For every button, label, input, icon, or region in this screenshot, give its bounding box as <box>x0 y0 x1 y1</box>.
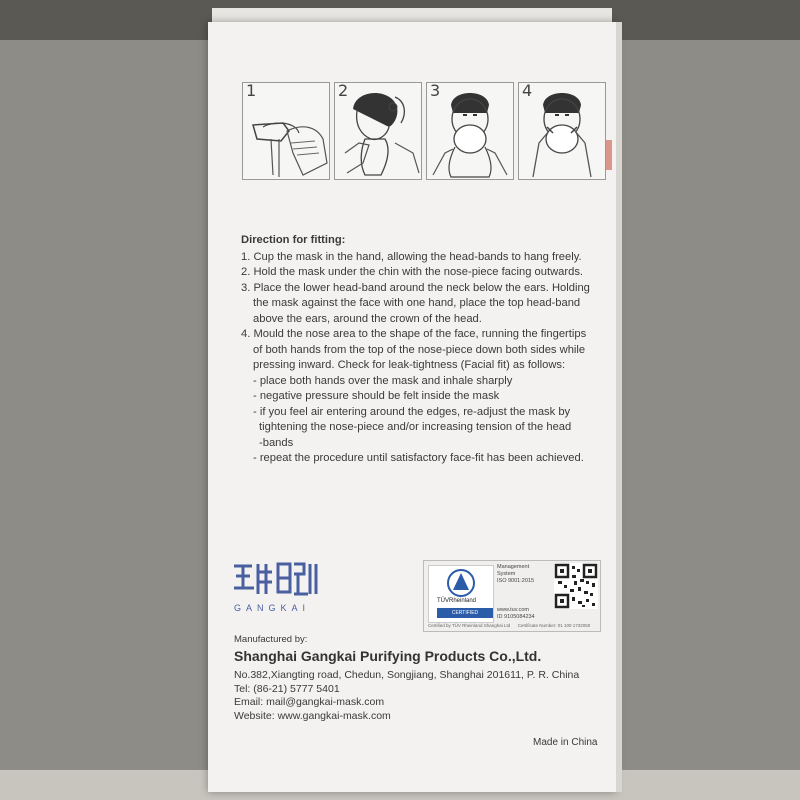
manufacturer-email: Email: mail@gangkai-mask.com <box>234 696 385 708</box>
fitting-step-4-panel <box>518 82 606 180</box>
hand-holding-mask-illustration <box>243 83 329 179</box>
manufacturer-tel: Tel: (86-21) 5777 5401 <box>234 682 340 695</box>
gangkai-wordmark: GANGKAI <box>234 603 311 613</box>
instruction-line: the mask against the face with one hand, place the top head-band <box>253 297 581 309</box>
step-number: 3 <box>430 82 441 100</box>
cert-site-line: ID 9105084234 <box>497 614 535 620</box>
instruction-line: above the ears, around the crown of the head. <box>253 312 482 325</box>
instruction-line: - repeat the procedure until satisfactory face-fit has been achieved. <box>253 452 584 464</box>
manufacturer-label: Manufactured by: <box>234 634 308 645</box>
instruction-line: of both hands from the top of the nose-piece down both sides while <box>253 343 586 356</box>
cert-footer-left: Certified by TÜV Rheinland Shanghai Ltd <box>428 623 511 628</box>
instruction-line: pressing inward. Check for leak-tightness (Facial fit) as follows: <box>253 359 566 371</box>
instruction-line: 2. Hold the mask under the chin with the nose-piece facing outwards. <box>241 266 584 278</box>
certification-info <box>497 564 535 621</box>
tuv-logo-panel <box>428 565 494 623</box>
cert-info-line: Management <box>497 564 530 570</box>
step-number: 1 <box>246 82 257 100</box>
manufacturer-company: Shanghai Gangkai Purifying Products Co.,Ltd. <box>234 647 542 664</box>
moulding-nose-piece-illustration <box>519 83 605 179</box>
cert-footer <box>428 623 590 628</box>
tuv-certification-box <box>423 560 601 632</box>
instruction-line: 3. Place the lower head-band around the neck below the ears. Holding <box>241 281 590 294</box>
instruction-line: tightening the nose-piece and/or increasing tension of the head <box>259 421 572 433</box>
manufacturer-website: Website: www.gangkai-mask.com <box>234 709 391 722</box>
instruction-line: - if you feel air entering around the edges, re-adjust the mask by <box>253 405 571 418</box>
certified-badge: CERTIFIED <box>437 608 493 618</box>
instructions-title: Direction for fitting: <box>241 234 346 246</box>
cert-site-line: www.tuv.com <box>497 607 529 613</box>
step-number: 4 <box>522 82 533 100</box>
instruction-line: - place both hands over the mask and inhale sharply <box>253 374 513 387</box>
cert-info-line: ISO 9001:2015 <box>497 578 535 584</box>
fitting-step-3-panel <box>426 82 514 180</box>
qr-code-icon <box>554 563 598 609</box>
cert-footer-right: Certificate Number: 01 100 1732050 <box>517 623 591 628</box>
instruction-line: -bands <box>259 436 294 449</box>
fitting-step-1-panel <box>242 82 330 180</box>
box-side-edge <box>616 22 622 792</box>
fitting-instructions <box>241 233 611 467</box>
placing-headbands-illustration <box>427 83 513 179</box>
manufacturer-address: No.382,Xiangting road, Chedun, Songjiang, Shanghai 201611, P. R. China <box>234 669 580 681</box>
fitting-diagram <box>242 82 603 182</box>
country-of-origin: Made in China <box>533 737 598 748</box>
instruction-line: 4. Mould the nose area to the shape of the face, running the fingertips <box>241 328 587 340</box>
mask-under-chin-illustration <box>335 83 421 179</box>
instruction-line: 1. Cup the mask in the hand, allowing the head-bands to hang freely. <box>241 250 582 263</box>
instruction-line: - negative pressure should be felt inside the mask <box>253 390 500 402</box>
gangkai-logo <box>232 558 322 608</box>
manufacturer-info <box>234 633 604 723</box>
tuv-name: TÜVRheinland <box>437 598 477 604</box>
step-number: 2 <box>338 82 349 100</box>
cert-info-line: System <box>497 571 516 577</box>
fitting-step-2-panel <box>334 82 422 180</box>
